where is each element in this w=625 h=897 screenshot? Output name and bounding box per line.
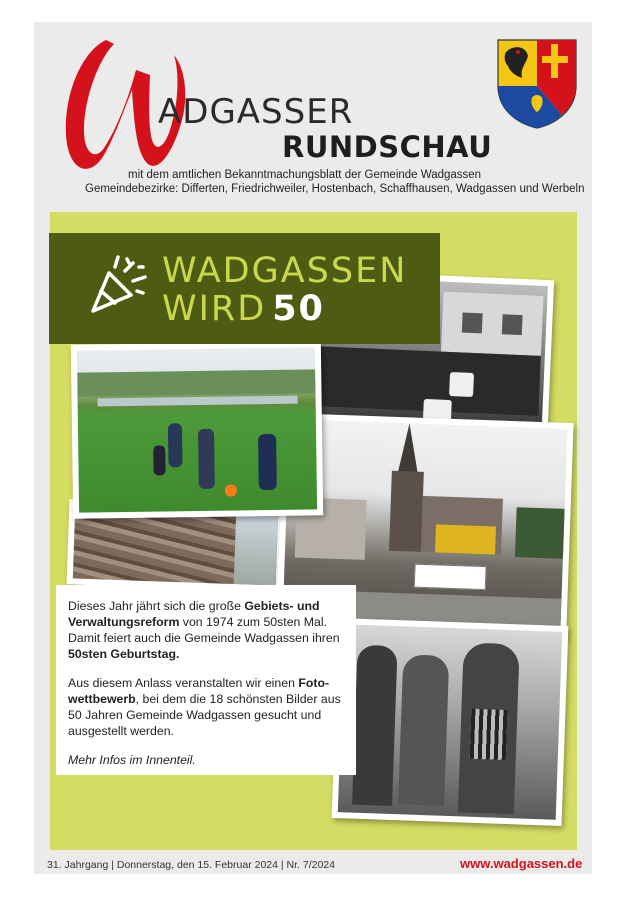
banner-wird: WIRD [162,289,267,329]
coat-of-arms-icon [496,38,578,130]
men-photo [332,618,569,826]
party-popper-icon [87,253,151,317]
info-paragraph-2: Aus diesem Anlass veranstalten wir einen Foto-wettbewerb, bei dem die 18 schönsten Bilder aus 50 Jahren Gemeinde Wadgassen gesucht und ausgestellt werden. [68,676,341,738]
banner-line-1: WADGASSEN [162,251,408,291]
info-paragraph-1: Dieses Jahr jährt sich die große Gebiets- und Verwaltungsreform von 1974 zum 50sten Mal. Damit feiert auch die Gemeinde Wadgassen ihren 50sten Geburtstag. [68,599,340,661]
masthead-districts: Gemeindebezirke: Differten, Friedrichweiler, Hostenbach, Schaffhausen, Wadgassen und Werbeln [85,183,585,195]
info-text-box [56,585,356,775]
issue-info: 31. Jahrgang | Donnerstag, den 15. Februar 2024 | Nr. 7/2024 [47,859,335,871]
masthead-title-bottom: RUNDSCHAU [282,130,493,164]
more-info-note: Mehr Infos im Innenteil. [68,753,196,767]
banner-line-2 [162,289,325,329]
masthead-subtitle: mit dem amtlichen Bekanntmachungsblatt der Gemeinde Wadgassen [128,169,482,181]
anniversary-banner [49,233,440,344]
banner-number: 50 [272,289,325,329]
website-link[interactable]: www.wadgassen.de [460,856,583,871]
soccer-photo [71,341,323,518]
masthead-title-top: ADGASSER [158,92,354,132]
